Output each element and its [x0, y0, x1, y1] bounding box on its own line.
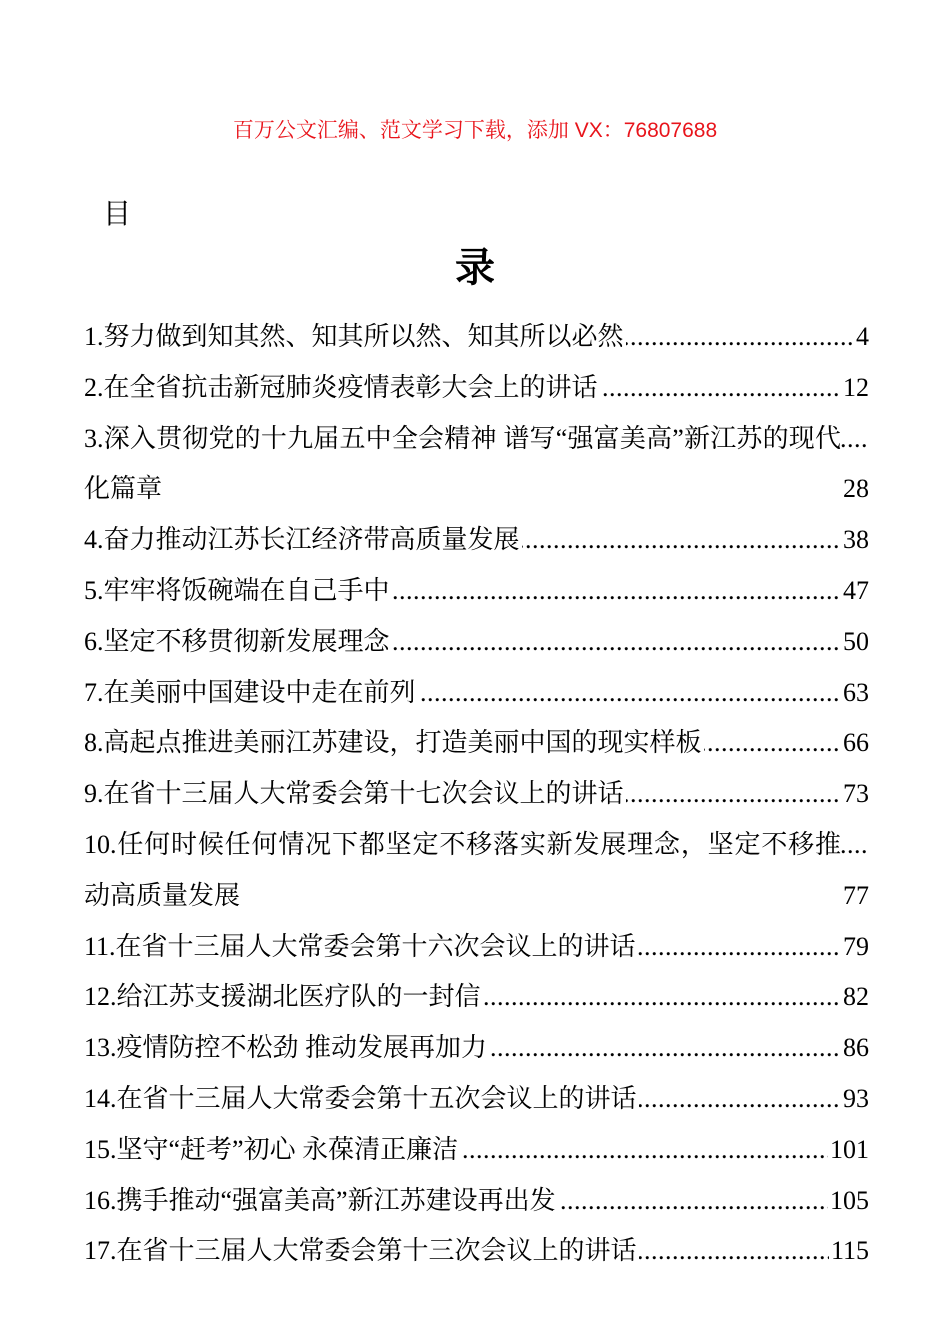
toc-entry[interactable] — [84, 1074, 869, 1125]
toc-page-number: ..... 77 — [841, 871, 869, 922]
toc-page-number: ..... 82 — [841, 972, 869, 1023]
toc-entry[interactable] — [84, 617, 869, 668]
toc-entry[interactable] — [84, 1226, 869, 1277]
toc-entry-title: 13.疫情防控不松劲 推动发展再加力 — [84, 1033, 488, 1063]
toc-entry-title: 17.在省十三届人大常委会第十三次会议上的讲话 — [84, 1236, 637, 1266]
toc-entry-title: 7.在美丽中国建设中走在前列 — [84, 677, 416, 707]
toc-entry-title: 15.坚守“赶考”初心 永葆清正廉洁 — [84, 1134, 459, 1164]
toc-entry[interactable] — [84, 1125, 869, 1176]
toc-page-number: ..... 101 — [828, 1125, 869, 1176]
toc-page-number: ..... 79 — [841, 922, 869, 973]
toc-entry[interactable] — [84, 668, 869, 719]
toc-entry[interactable] — [84, 769, 869, 820]
toc-entry-title: 5.牢牢将饭碗端在自己手中 — [84, 575, 390, 605]
toc-page-number: ..... 12 — [841, 363, 869, 414]
toc-entry[interactable] — [84, 820, 869, 922]
toc-entry-title: 11.在省十三届人大常委会第十六次会议上的讲话 — [84, 931, 636, 961]
toc-entry-title: 16.携手推动“强富美高”新江苏建设再出发 — [84, 1185, 556, 1215]
toc-page-number: ..... 66 — [841, 718, 869, 769]
toc-entry[interactable] — [84, 363, 869, 414]
toc-entry[interactable] — [84, 515, 869, 566]
table-of-contents — [84, 312, 869, 1277]
toc-entry-title: 9.在省十三届人大常委会第十七次会议上的讲话 — [84, 779, 624, 809]
toc-entry-title: 4.奋力推动江苏长江经济带高质量发展 — [84, 525, 520, 555]
toc-page-number: ..... 115 — [829, 1226, 869, 1277]
toc-entry-title: 12.给江苏支援湖北医疗队的一封信 — [84, 982, 481, 1012]
toc-entry[interactable] — [84, 312, 869, 363]
toc-page-number: ..... 50 — [841, 617, 869, 668]
toc-entry[interactable] — [84, 566, 869, 617]
toc-entry-title: 10.任何时候任何情况下都坚定不移落实新发展理念，坚定不移推动高质量发展 — [84, 829, 841, 910]
watermark-banner: 百万公文汇编、范文学习下载，添加 VX：76807688 — [232, 119, 718, 142]
toc-entry[interactable] — [84, 1023, 869, 1074]
toc-page-number: ..... 63 — [841, 668, 869, 719]
toc-page-number: ..... 38 — [841, 515, 869, 566]
toc-entry-title: 8.高起点推进美丽江苏建设，打造美丽中国的现实样板 — [84, 728, 702, 758]
toc-entry-title: 3.深入贯彻党的十九届五中全会精神 谱写“强富美高”新江苏的现代化篇章 — [84, 423, 841, 504]
toc-heading-part2: 录 — [455, 245, 495, 291]
toc-page-number: ..... 73 — [841, 769, 869, 820]
toc-page-number: ..... 47 — [841, 566, 869, 617]
toc-entry[interactable] — [84, 414, 869, 516]
toc-entry-title: 14.在省十三届人大常委会第十五次会议上的讲话 — [84, 1083, 637, 1113]
toc-page-number: ..... 93 — [841, 1074, 869, 1125]
toc-heading-part1: 目 — [103, 197, 132, 230]
toc-page-number: ..... 4 — [854, 312, 869, 363]
toc-entry[interactable] — [84, 718, 869, 769]
toc-page-number: ..... 105 — [828, 1176, 869, 1227]
toc-entry-title: 6.坚定不移贯彻新发展理念 — [84, 626, 390, 656]
toc-entry[interactable] — [84, 1176, 869, 1227]
toc-entry-title: 1.努力做到知其然、知其所以然、知其所以必然 — [84, 322, 624, 351]
toc-entry-title: 2.在全省抗击新冠肺炎疫情表彰大会上的讲话 — [84, 372, 598, 402]
toc-page-number: ..... 86 — [841, 1023, 869, 1074]
toc-page-number: ..... 28 — [841, 464, 869, 515]
toc-entry[interactable] — [84, 922, 869, 973]
toc-entry[interactable] — [84, 972, 869, 1023]
